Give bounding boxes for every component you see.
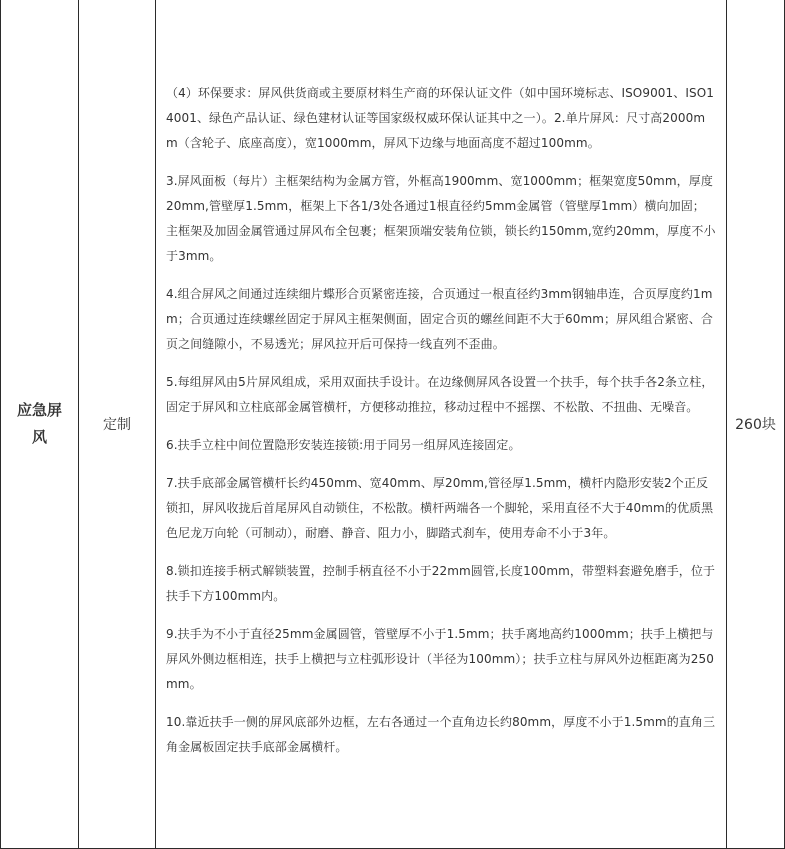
spec-paragraph-env-and-size: （4）环保要求：屏风供货商或主要原材料生产商的环保认证文件（如中国环境标志、ISO9001、ISO14001、绿色产品认证、绿色建材认证等国家级权威环保认证其中之一）。2.单片屏风：尺寸高2000mm（含轮子、底座高度），宽1000mm，屏风下边缘与地面高度不超过100mm。	[166, 85, 715, 150]
spec-paragraph-crossbar-casters: 7.扶手底部金属管横杆长约450mm、宽40mm、厚20mm,管径厚1.5mm，横杆内隐形安装2个正反锁扣，屏风收拢后首尾屏风自动锁住，不松散。横杆两端各一个脚轮，采用直径不大于40mm的优质黑色尼龙万向轮（可制动），耐磨、静音、阻力小，脚踏式刹车，使用寿命不小于3年。	[166, 475, 714, 540]
spec-paragraph-connect-lock: 6.扶手立柱中间位置隐形安装连接锁:用于同另一组屏风连接固定。	[166, 437, 521, 452]
quantity-cell	[727, 0, 785, 849]
spec-paragraph-group-handles: 5.每组屏风由5片屏风组成，采用双面扶手设计。在边缘侧屏风各设置一个扶手，每个扶手各2条立柱，固定于屏风和立柱底部金属管横杆，方便移动推拉，移动过程中不摇摆、不松散、不扭曲、无噪音。	[166, 374, 714, 414]
spec-paragraph-corner-plate: 10.靠近扶手一侧的屏风底部外边框，左右各通过一个直角边长约80mm，厚度不小于1.5mm的直角三角金属板固定扶手底部金属横杆。	[166, 714, 716, 754]
table-row	[1, 0, 785, 849]
spec-paragraph-panel-frame: 3.屏风面板（每片）主框架结构为金属方管，外框高1900mm、宽1000mm；框架宽度50mm，厚度20mm,管壁厚1.5mm，框架上下各1/3处各通过1根直径约5mm金属管（管壁厚1mm）横向加固；主框架及加固金属管通过屏风布全包裹；框架顶端安装角位锁，锁长约150mm,宽约20mm，厚度不小于3mm。	[166, 173, 716, 263]
item-name: 应急屏风	[16, 401, 62, 446]
spec-cell	[156, 0, 727, 849]
spec-paragraph-handrail: 9.扶手为不小于直径25mm金属圆管，管壁厚不小于1.5mm；扶手离地高约1000mm；扶手上横把与屏风外侧边框相连，扶手上横把与立柱弧形设计（半径为100mm）；扶手立柱与屏风外边框距离为250mm。	[166, 626, 714, 691]
spec-paragraph-hinges: 4.组合屏风之间通过连续细片蝶形合页紧密连接，合页通过一根直径约3mm钢轴串连，合页厚度约1mm；合页通过连续螺丝固定于屏风主框架侧面，固定合页的螺丝间距不大于60mm；屏风组合紧密、合页之间缝隙小，不易透光；屏风拉开后可保持一线直列不歪曲。	[166, 286, 713, 351]
item-type: 定制	[103, 417, 131, 433]
quantity: 260块	[735, 417, 776, 433]
spec-paragraph-unlock-handle: 8.锁扣连接手柄式解锁装置，控制手柄直径不小于22mm圆管,长度100mm，带塑料套避免磨手，位于扶手下方100mm内。	[166, 563, 716, 603]
item-name-cell	[1, 0, 79, 849]
spec-text	[156, 76, 726, 760]
item-type-cell	[79, 0, 156, 849]
